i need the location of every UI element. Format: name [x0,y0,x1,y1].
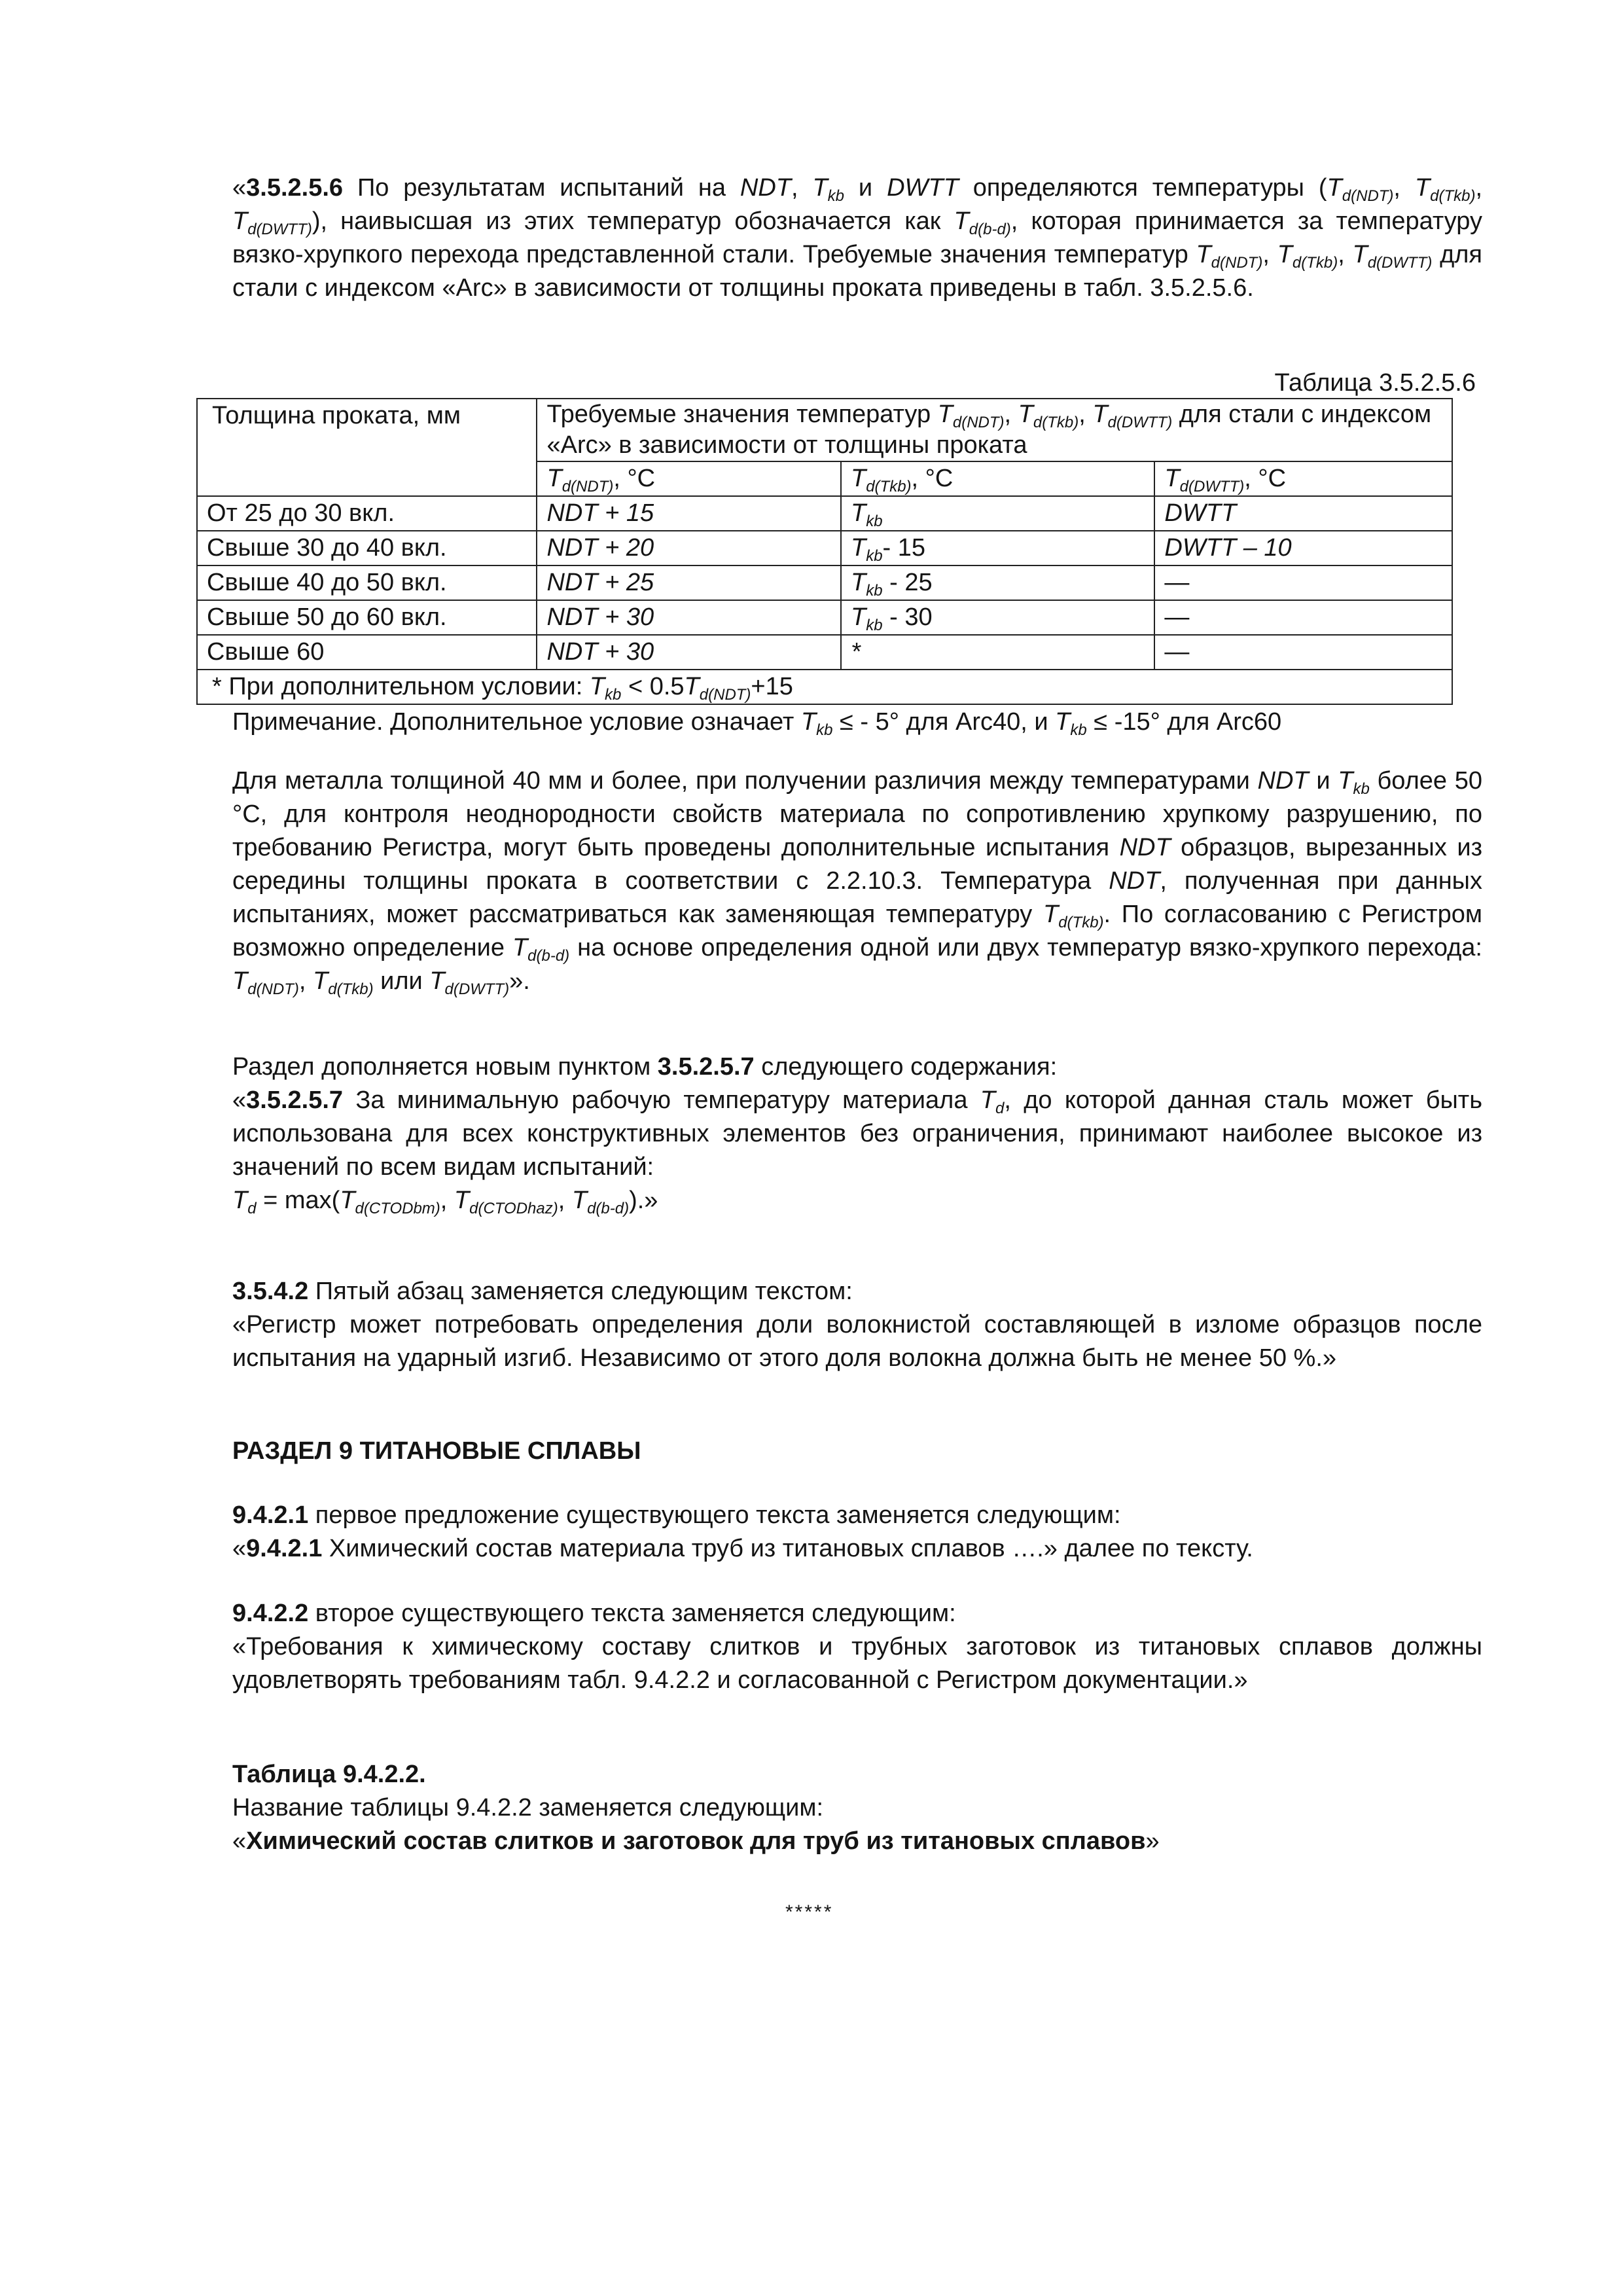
paragraph-9-4-2-2-text: «Требования к химическому составу слитков и трубных заготовок из титановых сплавов должны удовлетворять требованиям табл. 9.4.2.2 и согласованной с Регистром документации.» [232,1633,1482,1694]
clause-number: 3.5.2.5.6 [246,174,344,202]
header-temperatures: Требуемые значения температур $T_{d(NDT)}$, $T_{d(Tkb)}$, $T_{d(DWTT)}$ для стали с индексом «Arc» в зависимости от толщины проката [537,399,1452,461]
table-row: Свыше 40 до 50 вкл. NDT + 25 $T_{kb} - 25$ — [197,565,1452,600]
table-row: Свыше 60 NDT + 30 * — [197,635,1452,670]
table-row: Свыше 50 до 60 вкл. NDT + 30 $T_{kb} - 30$ — [197,600,1452,635]
table-footnote-row [197,670,1452,704]
table-header-row [197,399,1452,461]
paragraph-intro-3-5-2-5-7: Раздел дополняется новым пунктом 3.5.2.5.7 следующего содержания: [232,1053,1058,1081]
table-9-4-2-2-new-title: «Химический состав слитков и заготовок для труб из титановых сплавов» [232,1827,1160,1855]
paragraph-9-4-2-1-text: «9.4.2.1 Химический состав материала труб из титановых сплавов ….» далее по тексту. [232,1535,1253,1562]
paragraph-3-5-4-2-head: 3.5.4.2 Пятый абзац заменяется следующим текстом: [232,1278,853,1305]
formula-td: $T_d = \max(T_{d(CTODbm)}$, $T_{d(CTODhaz)}$, $T_{d(b-d)}$).» [232,1187,658,1217]
requirements-table [196,398,1453,705]
paragraph-9-4-2-2-head: 9.4.2.2 второе существующего текста заменяется следующим: [232,1600,956,1627]
table-note: Примечание. Дополнительное условие означает $T_{kb}$ ≤ - 5° для Arc40, и $T_{kb} \le -15^\circ$ для Arc60 [232,708,1282,739]
table-9-4-2-2-text: Название таблицы 9.4.2.2 заменяется следующим: [232,1794,824,1821]
section-9-title: РАЗДЕЛ 9 ТИТАНОВЫЕ СПЛАВЫ [232,1437,641,1465]
table-footnote: * При дополнительном условии: $T_{kb} < 0.5T_{d(NDT)}+15$ [197,670,1452,704]
paragraph-3-5-2-5-7: «3.5.2.5.7 За минимальную рабочую температуру материала $T_d$, до которой данная сталь может быть использована для всех конструктивных элементов без ограничения, принимают наиболее высокое из значений по всем видам испытаний: [232,1086,1482,1181]
subheader-tkb: $T_{d(Tkb)}$, °C [841,461,1154,496]
table-9-4-2-2-title: Таблица 9.4.2.2. [232,1761,426,1788]
table-caption: Таблица 3.5.2.5.6 [1274,369,1476,397]
subheader-ndt: $T_{d(NDT)}$, °C [537,461,840,496]
header-thickness: Толщина проката, мм [197,399,537,496]
paragraph-9-4-2-1-head: 9.4.2.1 первое предложение существующего текста заменяется следующим: [232,1501,1121,1529]
end-mark: ***** [785,1901,834,1923]
paragraph-thickness-40: Для металла толщиной 40 мм и более, при получении различия между температурами NDT и $T_{kb}$ более 50 °С, для контроля неоднородности свойств материала по сопротивлению хрупкому разрушению, по требованию Регистра, могут быть проведены дополнительные испытания NDT образцов, вырезанных из середины толщины проката в соответствии с 2.2.10.3. Температура NDT, полученная при данных испытаниях, может рассматриваться как заменяющая температуру $T_{d(Tkb)}$. По согласованию с Регистром возможно определение $T_{d(b-d)}$ на основе определения одной или двух температур вязко-хрупкого перехода: $T_{d(NDT)}$, $T_{d(Tkb)}$ или $T_{d(DWTT)}$». [232,767,1483,998]
clause-number: 3.5.2.5.7 [246,1086,344,1114]
paragraph-3-5-2-5-6: «3.5.2.5.6 По результатам испытаний на NDT, $T_{kb}$ и DWTT определяются температуры ($T_{d(NDT)}$, $T_{d(Tkb)}$, $T_{d(DWTT)}$), наивысшая из этих температур обозначается как $T_{d(b-d)}$, которая принимается за температуру вязко-хрупкого перехода представленной стали. Требуемые значения температур $T_{d(NDT)}$, $T_{d(Tkb)}$, $T_{d(DWTT)}$ для стали с индексом «Arc» в зависимости от толщины проката приведены в табл. 3.5.2.5.6. [232,174,1483,302]
subheader-dwtt: $T_{d(DWTT)}$, °C [1154,461,1452,496]
table-row: От 25 до 30 вкл. NDT + 15 $T_{kb}$ DWTT [197,496,1452,531]
table-row: Свыше 30 до 40 вкл. NDT + 20 $T_{kb}-$ 15 DWTT – 10 [197,531,1452,565]
paragraph-3-5-4-2-text: «Регистр может потребовать определения доли волокнистой составляющей в изломе образцов после испытания на ударный изгиб. Независимо от этого доля волокна должна быть не менее 50 %.» [232,1311,1482,1372]
